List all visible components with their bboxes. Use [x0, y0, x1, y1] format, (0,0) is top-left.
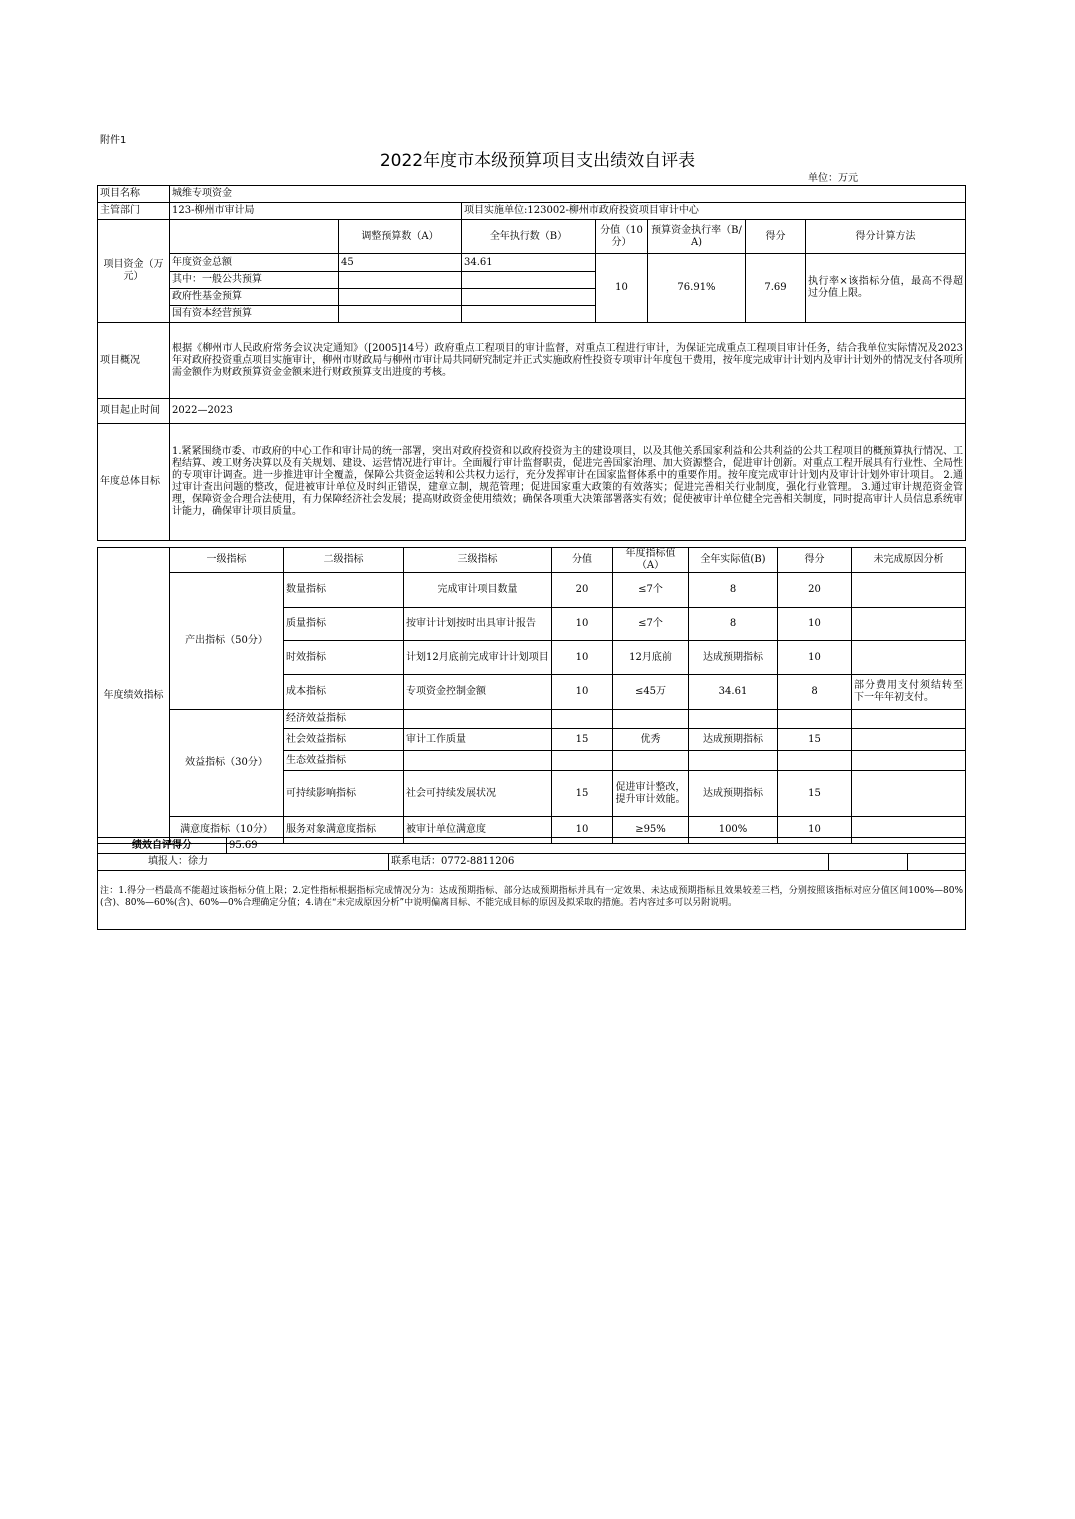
funds-label: 项目资金（万元）	[98, 220, 170, 323]
ind-reason	[852, 641, 966, 675]
project-name-label: 项目名称	[98, 186, 170, 203]
ind-actual: 8	[689, 608, 778, 641]
funds-header-executed: 全年执行数（B）	[462, 220, 596, 254]
footer-blank-cell	[829, 854, 908, 871]
ind-target	[613, 710, 689, 729]
ind-actual: 达成预期指标	[689, 729, 778, 751]
impl-unit: 项目实施单位:123002-柳州市政府投资项目审计中心	[462, 203, 966, 220]
funds-row-executed	[462, 272, 596, 289]
ind-score-value: 15	[552, 729, 613, 751]
ind-l2: 经济效益指标	[284, 710, 404, 729]
dept-value: 123-柳州市审计局	[170, 203, 462, 220]
ind-l3: 完成审计项目数量	[404, 573, 552, 608]
ind-actual: 8	[689, 573, 778, 608]
ind-header-l3: 三级指标	[404, 548, 552, 573]
funds-row-executed	[462, 306, 596, 323]
funds-header-score: 得分	[746, 220, 806, 254]
funds-row-label: 年度资金总额	[170, 254, 339, 272]
ind-l3: 专项资金控制金额	[404, 675, 552, 710]
ind-score	[778, 710, 852, 729]
ind-l3	[404, 751, 552, 771]
ind-score-value	[552, 751, 613, 771]
ind-reason	[852, 751, 966, 771]
funds-rate: 76.91%	[648, 254, 746, 323]
ind-score-value: 10	[552, 675, 613, 710]
ind-l2: 质量指标	[284, 608, 404, 641]
indicators-label: 年度绩效指标	[98, 548, 170, 844]
ind-actual: 34.61	[689, 675, 778, 710]
project-name-value: 城维专项资金	[170, 186, 966, 203]
satisfaction-indicator-label: 满意度指标（10分）	[170, 817, 284, 844]
ind-score: 10	[778, 641, 852, 675]
note-text: 注：1.得分一档最高不能超过该指标分值上限；2.定性指标根据指标完成情况分为：达成预期指标、部分达成预期指标并具有一定效果、未达成预期指标且效果较差三档，分别按照该指标对应分值区间100%—80%(含)、80%—60%(含)、60%—0%合理确定分值；4.请在“未完成原因分析”中说明偏离目标、不能完成目标的原因及拟采取的措施。若内容过多可以另附说明。	[98, 871, 966, 930]
ind-target: ≤45万	[613, 675, 689, 710]
ind-header-l2: 二级指标	[284, 548, 404, 573]
ind-l3	[404, 710, 552, 729]
ind-target: ≤7个	[613, 573, 689, 608]
indicators-table	[97, 547, 966, 844]
funds-header-adjusted: 调整预算数（A）	[339, 220, 462, 254]
ind-actual	[689, 710, 778, 729]
overview-label: 项目概况	[98, 323, 170, 399]
ind-header-target: 年度指标值（A）	[613, 548, 689, 573]
funds-header-method: 得分计算方法	[806, 220, 966, 254]
ind-header-actual: 全年实际值(B)	[689, 548, 778, 573]
ind-score-value: 10	[552, 608, 613, 641]
goal-label: 年度总体目标	[98, 424, 170, 541]
funds-row-executed: 34.61	[462, 254, 596, 272]
ind-l2: 社会效益指标	[284, 729, 404, 751]
footer-blank-cell	[908, 854, 966, 871]
funds-row-label: 国有资本经营预算	[170, 306, 339, 323]
ind-score-value: 15	[552, 771, 613, 817]
output-indicator-label: 产出指标（50分）	[170, 573, 284, 710]
funds-row-adjusted	[339, 289, 462, 306]
ind-header-score: 得分	[778, 548, 852, 573]
ind-target: 促进审计整改，提升审计效能。	[613, 771, 689, 817]
ind-l2: 时效指标	[284, 641, 404, 675]
ind-actual: 达成预期指标	[689, 771, 778, 817]
ind-reason	[852, 710, 966, 729]
ind-score: 10	[778, 608, 852, 641]
contact-phone: 联系电话：0772-8811206	[389, 854, 829, 871]
annex-label: 附件1	[100, 135, 127, 146]
funds-header-score-value: 分值（10分）	[596, 220, 648, 254]
funds-score-value: 10	[596, 254, 648, 323]
ind-reason	[852, 608, 966, 641]
ind-target: 12月底前	[613, 641, 689, 675]
total-score-value: 95.69	[227, 838, 966, 854]
ind-score: 15	[778, 729, 852, 751]
period-label: 项目起止时间	[98, 399, 170, 424]
ind-actual: 达成预期指标	[689, 641, 778, 675]
ind-target: 优秀	[613, 729, 689, 751]
ind-score: 10	[778, 817, 852, 844]
ind-l3: 社会可持续发展状况	[404, 771, 552, 817]
ind-l3: 计划12月底前完成审计计划项目	[404, 641, 552, 675]
period-value: 2022—2023	[170, 399, 966, 424]
ind-l2: 成本指标	[284, 675, 404, 710]
ind-score: 20	[778, 573, 852, 608]
funds-header-blank	[170, 220, 339, 254]
ind-l3: 按审计计划按时出具审计报告	[404, 608, 552, 641]
funds-row-executed	[462, 289, 596, 306]
funds-row-adjusted: 45	[339, 254, 462, 272]
ind-target: ≤7个	[613, 608, 689, 641]
ind-reason	[852, 573, 966, 608]
ind-header-l1: 一级指标	[170, 548, 284, 573]
project-info-table	[97, 185, 966, 541]
funds-method: 执行率×该指标分值，最高不得超过分值上限。	[806, 254, 966, 323]
ind-reason	[852, 729, 966, 751]
dept-label: 主管部门	[98, 203, 170, 220]
ind-actual: 100%	[689, 817, 778, 844]
funds-row-adjusted	[339, 306, 462, 323]
overview-text: 根据《柳州市人民政府常务会议决定通知》（[2005]14号）政府重点工程项目的审计监督，对重点工程进行审计，为保证完成重点工程项目审计任务，结合我单位实际情况及2023年对政府投资重点项目实施审计，柳州市财政局与柳州市审计局共同研究制定并正式实施政府性投资专项审计年度包干费用，按年度完成审计计划内及审计计划外的情况支付各项所需金额作为财政预算资金金额来进行财政预算支出进度的考核。	[170, 323, 966, 399]
ind-header-reason: 未完成原因分析	[852, 548, 966, 573]
ind-score	[778, 751, 852, 771]
ind-l3: 被审计单位满意度	[404, 817, 552, 844]
ind-score: 8	[778, 675, 852, 710]
funds-row-label: 其中：一般公共预算	[170, 272, 339, 289]
ind-header-score-value: 分值	[552, 548, 613, 573]
filler-name: 填报人：徐力	[98, 854, 389, 871]
funds-score: 7.69	[746, 254, 806, 323]
ind-score-value	[552, 710, 613, 729]
ind-l2: 数量指标	[284, 573, 404, 608]
total-score-label: 绩效自评得分	[98, 838, 227, 854]
funds-row-adjusted	[339, 272, 462, 289]
ind-actual	[689, 751, 778, 771]
summary-table	[97, 837, 966, 930]
ind-l2: 生态效益指标	[284, 751, 404, 771]
ind-target	[613, 751, 689, 771]
ind-l2: 可持续影响指标	[284, 771, 404, 817]
funds-header-rate: 预算资金执行率（B/A)	[648, 220, 746, 254]
ind-l3: 审计工作质量	[404, 729, 552, 751]
ind-score: 15	[778, 771, 852, 817]
funds-row-label: 政府性基金预算	[170, 289, 339, 306]
ind-reason	[852, 771, 966, 817]
page-title: 2022年度市本级预算项目支出绩效自评表	[379, 151, 696, 171]
unit-label: 单位：万元	[808, 173, 858, 184]
ind-score-value: 20	[552, 573, 613, 608]
goal-text: 1.紧紧围绕市委、市政府的中心工作和审计局的统一部署，突出对政府投资和以政府投资为主的建设项目，以及其他关系国家利益和公共利益的公共工程项目的概预算执行情况、工程结算、竣工财务决算以及有关规划、建设、运营情况进行审计。全面履行审计监督职责，促进完善国家治理、加大资源整合，促进审计创新。对重点工程开展具有行业性、全局性的专项审计调查。进一步推进审计全覆盖，保障公共资金运转和公共权力运行，充分发挥审计在国家监督体系中的重要作用。按年度完成审计计划内及审计计划外审计项目。 2.通过审计查出问题的整改，促进被审计单位及时纠正错误，建章立制，规范管理；促进国家重大政策的有效落实；促进完善相关行业制度，强化行业管理。 3.通过审计规范资金管理，保障资金合理合法使用，有力保障经济社会发展；提高财政资金使用绩效；确保各项重大决策部署落实有效；促使被审计单位健全完善相关制度，同时提高审计人员信息系统审计能力，确保审计项目质量。	[170, 424, 966, 541]
ind-score-value: 10	[552, 817, 613, 844]
benefit-indicator-label: 效益指标（30分）	[170, 710, 284, 817]
ind-target: ≥95%	[613, 817, 689, 844]
ind-l2: 服务对象满意度指标	[284, 817, 404, 844]
ind-reason: 部分费用支付须结转至下一年年初支付。	[852, 675, 966, 710]
ind-score-value: 10	[552, 641, 613, 675]
